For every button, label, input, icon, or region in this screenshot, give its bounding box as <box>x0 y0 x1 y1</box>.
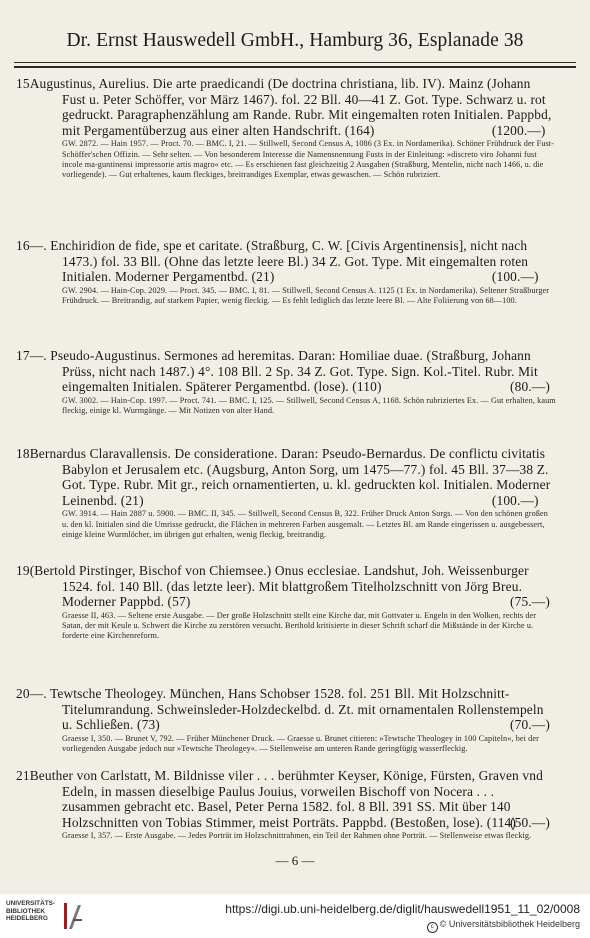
catalog-entry-18 <box>16 446 556 540</box>
lot-price: (100.—) <box>491 492 539 508</box>
copyright-icon: c <box>427 922 438 933</box>
page-header: Dr. Ernst Hauswedell GmbH., Hamburg 36, Esplanade 38 <box>66 30 524 51</box>
library-emblem-icon <box>60 899 84 933</box>
entry-note: GW. 3914. — Hain 2887 u. 5900. — BMC. II, 345. — Stillwell, Second Census B, 322. Früher Druck Anton Sorgs. — Von den schönen großen u. den kl. Initialen sind die Umrisse gedruckt, die Flächen in mehreren Farben ausgemalt. — Letztes Bl. am Rande eingerissen u. ausgebessert, einige kleine Wurmlöcher, im übrigen gut erhalten, wenig fleckig, breitrandig. <box>62 509 548 539</box>
lot-number: 20 <box>16 686 30 701</box>
entry-text: (Bertold Pirstinger, Bischof von Chiemsee.) Onus ecclesiae. Landshut, Joh. Weissenburger 1524. fol. 140 Bll. (das letzte leer). Mit blattgroßem Titelholzschnitt von Jörg Breu. Moderner Pappbd. (57) <box>29 563 529 610</box>
catalog-entry-16 <box>16 238 556 306</box>
logo-line: HEIDELBERG <box>6 915 48 923</box>
library-footer <box>0 894 590 938</box>
entry-note: Graesse II, 463. — Seltene erste Ausgabe. — Der große Holzschnitt stellt eine Kirche dar, mit Gottvater u. Engeln in den Wolken, rechts der Satan, der mit Keule u. Schwert die Kirche zu zerstören versucht. Berthold kritisierte in dieser Schrift scharf die Mißstände in der Kirche u. forderte eine Kirchenreform. <box>62 610 537 641</box>
copyright-notice <box>427 919 580 933</box>
entry-note: GW. 2872. — Hain 1957. — Proct. 70. — BMC. I, 21. — Stillwell, Second Census A, 1086 (3 Ex. in Nordamerika). Schöner Frühdruck der Fust-Schöffer'schen Offizin. — Sehr selten. — Von besonderem Interesse die Namensnennung Fusts in der Einleitung: »discreto viro Johanni fust incole ma-guntinensi impressorie artis magro« etc. — Es erschienen fast gleichzeitig 2 Ausgaben (Straßburg, Mentelin, nicht nach 1466, u. die vorliegende). — Gut erhaltenes, kaum fleckiges, breitrandiges Exemplar, etwas gewaschen. — Schön rubriziert. <box>62 139 554 179</box>
entry-text: Bernardus Claravallensis. De consideratione. Daran: Pseudo-Bernardus. De conflictu civitatis Babylon et Jerusalem etc. (Augsburg, Anton Sorg, um 1475—77.) fol. 45 Bll. 37—38 Z. Got. Type. Rubr. Mit gr., reich ornamentierten, u. kl. gedruckten kol. Initialen. Moderner Leinenbd. (21) <box>29 446 551 508</box>
catalog-entry-20 <box>16 686 556 754</box>
lot-number: 17 <box>16 348 30 363</box>
logo-line: UNIVERSITÄTS- <box>6 900 55 907</box>
entry-note: GW. 3002. — Hain-Cop. 1997. — Proct. 741. — BMC. I, 125. — Stillwell, Second Census A, 1168. Schön rubriziertes Ex. — Gut erhalten, kaum fleckig, einige kl. Wurmgänge. — Mit Notizen von alter Hand. <box>62 395 556 415</box>
page-number: — 6 — <box>275 853 315 868</box>
entry-lead: 17—. Pseudo-Augustinus. Sermones ad heremitas. Daran: Homiliae duae. (Straßburg, Johann Prüss, nicht nach 1487.) 4°. 108 Bll. 2 Sp. 34 Z. Got. Type. Sign. Kol.-Titel. Rubr. Mit eingemalten Initialen. Späterer Pergamentbd. (lose). (110) (80.—) <box>16 348 550 395</box>
library-logo[interactable] <box>6 900 66 934</box>
lot-number: 16 <box>16 238 30 253</box>
catalog-entry-15 <box>16 76 556 180</box>
entry-lead: 19(Bertold Pirstinger, Bischof von Chiemsee.) Onus ecclesiae. Landshut, Joh. Weissenburger 1524. fol. 140 Bll. (das letzte leer). Mit blattgroßem Titelholzschnitt von Jörg Breu. Moderner Pappbd. (57) (75.—) <box>16 563 550 610</box>
catalog-entry-21 <box>16 768 556 842</box>
entry-lead: 21Beuther von Carlstatt, M. Bildnisse viler . . . berühmter Keyser, Könige, Fürsten, Graven vnd Edeln, in massen dieselbige Paulus Jouius, vorweilen Bischoff von Nocera . . . zusammen gebracht etc. Basel, Peter Perna 1582. fol. 8 Bll. 391 SS. Mit über 140 Holzschnitten von Tobias Stimmer, meist Porträts. Pappbd. (Bestoßen, lose). (114) (50.—) <box>16 768 550 830</box>
entry-lead <box>16 76 556 138</box>
entry-note: Graesse I, 350. — Brunet V, 792. — Früher Münchener Druck. — Graesse u. Brunet citieren: »Tewtsche Theologey in 100 Capiteln«, bei der vorliegenden Ausgabe jedoch nur »Tewtsche Theologey«. — Stellenweise am unteren Rande geringfügig wasserfleckig. <box>62 733 539 753</box>
lot-price: (100.—) <box>491 269 539 285</box>
entry-note: Graesse I, 357. — Erste Ausgabe. — Jedes Porträt im Holzschnittrahmen, ein Teil der Rahmen ohne Porträt. — Stellenweise etwas fleckig. <box>62 831 532 841</box>
permalink-url[interactable]: https://digi.ub.uni-heidelberg.de/diglit/hauswedell1951_11_02/0008 <box>225 902 580 916</box>
header-rule-thick <box>14 66 576 68</box>
catalog-entry-19 <box>16 563 556 641</box>
entry-text: Augustinus, Aurelius. Die arte praedicandi (De doctrina christiana, lib. IV). Mainz (Johann Fust u. Peter Schöffer, vor März 1467). fol. 22 Bll. 40—41 Z. Got. Type. Schwarz u. rot gedruckt. Paragraphenzählung am Rande. Rubr. Mit eingemalten roten Initialen. Pappbd, mit Pergamentüberzug aus einer alten Handschrift. (164) <box>29 76 552 138</box>
lot-number: 15 <box>16 76 30 91</box>
entry-text: —. Tewtsche Theologey. München, Hans Schobser 1528. fol. 251 Bll. Mit Holzschnitt-Titelumrandung. Schweinsleder-Holzdeckelbd. d. Zt. mit ornamentalen Rollenstempeln u. Schließen. (73) <box>29 686 544 733</box>
entry-text: —. Pseudo-Augustinus. Sermones ad heremitas. Daran: Homiliae duae. (Straßburg, Johann Prüss, nicht nach 1487.) 4°. 108 Bll. 2 Sp. 34 Z. Got. Type. Sign. Kol.-Titel. Rubr. Mit eingemalten Initialen. Späterer Pergamentbd. (lose). (110) <box>29 348 538 395</box>
catalog-entry-17 <box>16 348 556 416</box>
entry-text: —. Enchiridion de fide, spe et caritate. (Straßburg, C. W. [Civis Argentinensis], nicht nach 1473.) fol. 33 Bll. (Ohne das letzte leere Bl.) 34 Z. Got. Type. Mit eingemalten roten Initialen. Moderner Pergamentbd. (21) <box>29 238 529 285</box>
header-rule <box>14 62 576 63</box>
lot-price: (1200.—) <box>491 122 546 138</box>
entry-lead: 20—. Tewtsche Theologey. München, Hans Schobser 1528. fol. 251 Bll. Mit Holzschnitt-Titelumrandung. Schweinsleder-Holzdeckelbd. d. Zt. mit ornamentalen Rollenstempeln u. Schließen. (73) (70.—) <box>16 686 550 733</box>
lot-number: 19 <box>16 563 30 578</box>
entry-lead <box>16 238 556 285</box>
entry-note: GW. 2904. — Hain-Cop. 2029. — Proct. 345. — BMC. I, 81. — Stillwell, Second Census A. 1125 (1 Ex. in Nordamerika). Seltener Straßburger Frühdruck. — Breitrandig, auf starkem Papier, wenig fleckig. — Es fehlt lediglich das letzte leere Bl. — Alte Foliierung von 68—100. <box>62 285 550 305</box>
entry-lead <box>16 446 556 508</box>
copyright-text: © Universitätsbibliothek Heidelberg <box>439 919 580 929</box>
lot-number: 21 <box>16 768 30 783</box>
lot-number: 18 <box>16 446 30 461</box>
entry-text: Beuther von Carlstatt, M. Bildnisse viler . . . berühmter Keyser, Könige, Fürsten, Graven vnd Edeln, in massen dieselbige Paulus Jouius, vorweilen Bischoff von Nocera . . . zusammen gebracht etc. Basel, Peter Perna 1582. fol. 8 Bll. 391 SS. Mit über 140 Holzschnitten von Tobias Stimmer, meist Porträts. Pappbd. (Bestoßen, lose). (114) <box>29 768 543 830</box>
logo-line: BIBLIOTHEK <box>6 907 46 915</box>
